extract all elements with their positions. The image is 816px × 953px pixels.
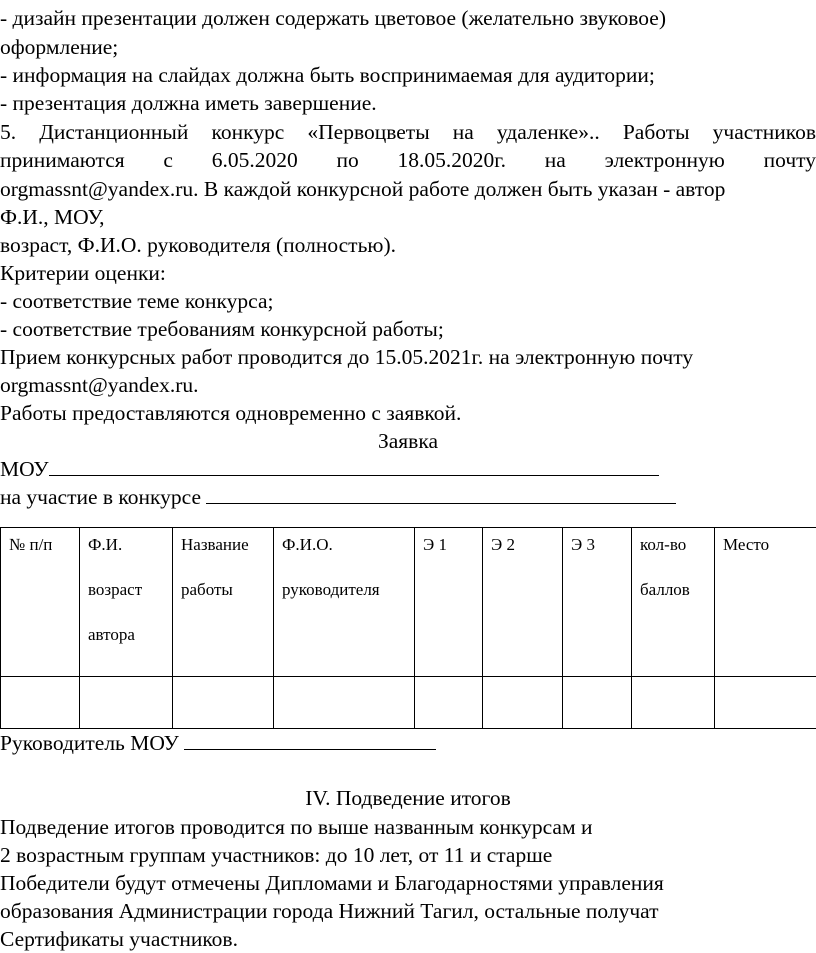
application-table	[0, 527, 816, 729]
text-line: образования Администрации города Нижний Тагил, остальные получат	[0, 897, 816, 925]
header-cell-title: Название работы	[173, 528, 274, 677]
text-line: Критерии оценки:	[0, 259, 816, 287]
text-line: - презентация должна иметь завершение.	[0, 89, 816, 117]
header-cell-e1: Э 1	[415, 528, 483, 677]
participation-field	[0, 483, 816, 511]
table-cell	[173, 677, 274, 729]
text-line: - соответствие требованиям конкурсной работы;	[0, 315, 816, 343]
head-signature-field	[0, 729, 816, 757]
mou-field	[0, 455, 816, 483]
text-line: Сертификаты участников.	[0, 925, 816, 953]
text-line: Работы предоставляются одновременно с заявкой.	[0, 399, 816, 427]
text-line: Подведение итогов проводится по выше названным конкурсам и	[0, 813, 816, 841]
text-line: принимаются с 6.05.2020 по 18.05.2020г. на электронную почту	[0, 146, 816, 174]
text-line: orgmassnt@yandex.ru.	[0, 371, 816, 399]
text-line: Прием конкурсных работ проводится до 15.05.2021г. на электронную почту	[0, 343, 816, 371]
header-cell-e3: Э 3	[563, 528, 632, 677]
mou-blank	[49, 455, 659, 476]
table-cell	[1, 677, 80, 729]
section-title: IV. Подведение итогов	[0, 784, 816, 812]
header-cell-place: Место	[715, 528, 816, 677]
table-cell	[415, 677, 483, 729]
text-line: оформление;	[0, 33, 816, 61]
text-line: возраст, Ф.И.О. руководителя (полностью).	[0, 231, 816, 259]
table-cell	[483, 677, 563, 729]
text-line: 5. Дистанционный конкурс «Первоцветы на удаленке».. Работы участников	[0, 118, 816, 146]
head-blank	[184, 729, 436, 750]
text-line: - соответствие теме конкурса;	[0, 287, 816, 315]
table-cell	[632, 677, 715, 729]
text-line: orgmassnt@yandex.ru. В каждой конкурсной работе должен быть указан - автор	[0, 175, 816, 203]
table-header-row	[1, 528, 816, 677]
table-cell	[274, 677, 415, 729]
header-cell-author: Ф.И. возраст автора	[80, 528, 173, 677]
table-cell	[563, 677, 632, 729]
header-cell-number: № п/п	[1, 528, 80, 677]
text-line: - дизайн презентации должен содержать цветовое (желательно звуковое)	[0, 4, 816, 32]
head-label: Руководитель МОУ	[0, 731, 179, 755]
table-cell	[715, 677, 816, 729]
header-cell-e2: Э 2	[483, 528, 563, 677]
header-cell-supervisor: Ф.И.О. руководителя	[274, 528, 415, 677]
participation-blank	[206, 483, 676, 504]
form-title: Заявка	[0, 427, 816, 455]
text-line: 2 возрастным группам участников: до 10 лет, от 11 и старше	[0, 841, 816, 869]
mou-label: МОУ	[0, 457, 49, 481]
table-cell	[80, 677, 173, 729]
header-cell-points: кол-во баллов	[632, 528, 715, 677]
text-line: Победители будут отмечены Дипломами и Благодарностями управления	[0, 869, 816, 897]
text-line: Ф.И., МОУ,	[0, 203, 816, 231]
table-row	[1, 677, 816, 729]
participation-label: на участие в конкурсе	[0, 485, 201, 509]
text-line: - информация на слайдах должна быть воспринимаемая для аудитории;	[0, 61, 816, 89]
